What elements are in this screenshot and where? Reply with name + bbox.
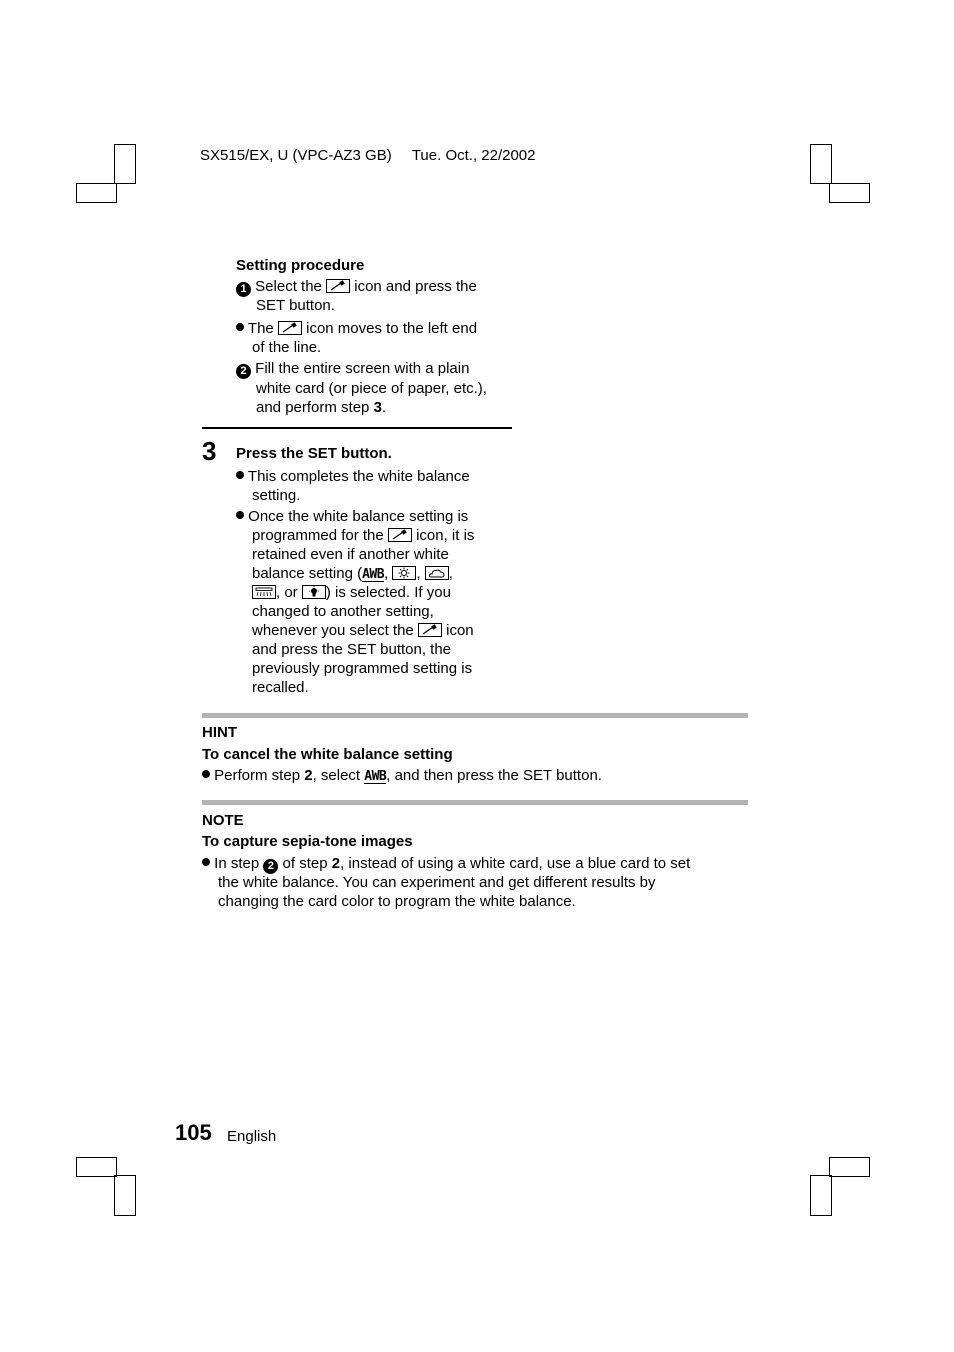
bulb-icon	[302, 585, 326, 599]
eyedropper-icon	[388, 528, 412, 542]
page-header	[200, 146, 536, 165]
text: .	[381, 399, 387, 416]
text: the white balance. You can experiment and get different results by	[218, 874, 656, 891]
step3-bullet-2	[236, 507, 468, 526]
text: icon and press the	[354, 278, 477, 295]
text: Once the white balance setting is	[248, 508, 469, 525]
text: ) is selected. If you	[325, 584, 451, 601]
bullet	[236, 323, 244, 331]
text: icon, it is	[416, 527, 475, 544]
hint-label: HINT	[202, 724, 237, 741]
text: changing the card color to program the white balance.	[218, 893, 576, 910]
crop-mark	[829, 183, 870, 203]
text: and press the SET button, the	[252, 641, 452, 658]
crop-mark	[76, 183, 117, 203]
note-divider	[202, 800, 748, 805]
text: , or	[276, 584, 298, 601]
text: programmed for the	[252, 527, 384, 544]
text-line	[252, 621, 474, 640]
eyedropper-icon	[278, 321, 302, 335]
text-line	[252, 526, 474, 545]
bullet	[202, 770, 210, 778]
text: , instead of using a white card, use a blue card to set	[340, 855, 691, 872]
bullet	[236, 471, 244, 479]
bullet	[202, 858, 210, 866]
text: icon moves to the left end	[306, 320, 478, 337]
setting-procedure-heading: Setting procedure	[236, 257, 365, 274]
setting-procedure	[236, 256, 536, 426]
step-number-2: 2	[263, 859, 278, 874]
step-title: Press the SET button.	[236, 445, 392, 462]
procedure-bullet	[236, 319, 477, 338]
text: icon	[446, 622, 474, 639]
step-number: 3	[202, 436, 217, 466]
step-number-2: 2	[236, 364, 251, 379]
header-model: SX515/EX, U (VPC-AZ3 GB)	[200, 147, 392, 164]
note-title: To capture sepia-tone images	[202, 833, 413, 850]
text-line	[252, 564, 453, 583]
header-date: Tue. Oct., 22/2002	[411, 147, 536, 164]
step-ref: 3	[373, 399, 382, 416]
text: , and then press the SET button.	[386, 767, 602, 784]
crop-mark	[114, 144, 136, 184]
text: In step	[214, 855, 260, 872]
cloud-icon	[425, 566, 449, 580]
crop-mark	[810, 1175, 832, 1216]
procedure-step-2	[236, 359, 469, 379]
crop-mark	[829, 1157, 870, 1177]
bullet	[236, 511, 244, 519]
text: retained even if another white	[252, 546, 449, 563]
divider	[202, 427, 512, 429]
awb-icon: AWB	[362, 567, 385, 582]
text: and perform step	[256, 399, 370, 416]
step3-bullet-1	[236, 467, 470, 486]
procedure-step-2-end	[256, 398, 386, 417]
note-text	[202, 854, 690, 874]
text: This completes the white balance	[247, 468, 470, 485]
step-ref: 2	[331, 855, 341, 872]
text: The	[247, 320, 274, 337]
hint-section	[202, 723, 748, 793]
text-line	[252, 583, 451, 602]
note-section	[202, 811, 748, 921]
text: Fill the entire screen with a plain	[255, 360, 470, 377]
text: ,	[448, 565, 453, 582]
step-ref: 2	[304, 767, 313, 784]
eyedropper-icon	[326, 279, 350, 293]
hint-title: To cancel the white balance setting	[202, 746, 453, 763]
text: changed to another setting,	[252, 603, 434, 620]
text: recalled.	[252, 679, 309, 696]
text: Select the	[255, 278, 322, 295]
text: balance setting (	[252, 565, 363, 582]
hint-text	[202, 766, 602, 785]
step-3	[236, 444, 536, 704]
crop-mark	[810, 144, 832, 184]
text: whenever you select the	[252, 622, 414, 639]
fluorescent-icon	[252, 585, 276, 599]
text: ,	[416, 565, 421, 582]
text: SET button.	[256, 297, 335, 314]
text: white card (or piece of paper, etc.),	[256, 380, 487, 397]
text: Perform step	[214, 767, 301, 784]
eyedropper-icon	[418, 623, 442, 637]
note-label: NOTE	[202, 812, 244, 829]
procedure-step-1	[236, 277, 477, 297]
awb-icon: AWB	[364, 769, 387, 784]
language-label: English	[227, 1128, 277, 1145]
hint-divider	[202, 713, 748, 718]
step-number-1: 1	[236, 282, 251, 297]
crop-mark	[76, 1157, 117, 1177]
text: of step	[282, 855, 328, 872]
crop-mark	[114, 1175, 136, 1216]
text: , select	[312, 767, 361, 784]
text: previously programmed setting is	[252, 660, 473, 677]
text: ,	[384, 565, 389, 582]
text: of the line.	[252, 339, 322, 356]
page-number: 105	[175, 1120, 212, 1145]
text: setting.	[252, 487, 301, 504]
sun-icon	[392, 566, 416, 580]
